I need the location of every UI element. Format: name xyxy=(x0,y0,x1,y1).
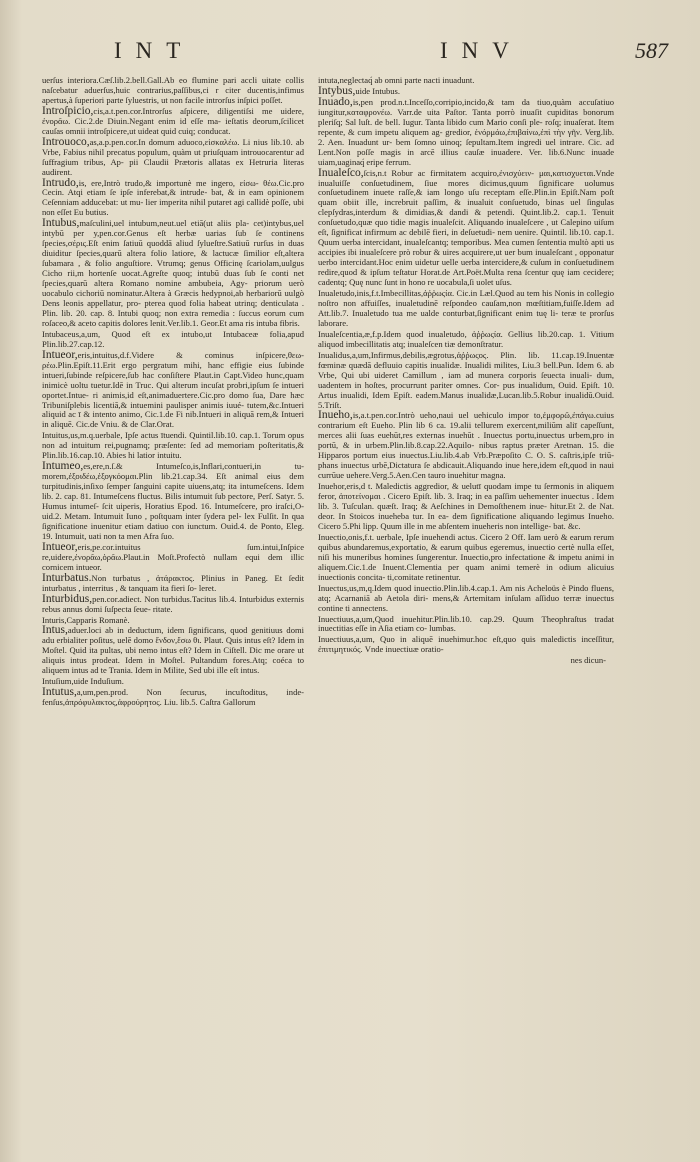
entry-text: eris,pe.cor.intuitus ſum.intui,Inſpice re,uidere,ἐνορᾶω,ὁρᾶω.Plaut.in Moſt.Profectò nullam equi dem illic cornicem intueor. xyxy=(42,541,304,572)
entry-headword: Inturbidus, xyxy=(42,592,93,605)
dictionary-entry xyxy=(42,571,304,594)
entry-text: cis,a.t.pen.cor.Introrſus aſpicere, diligentiſsi me uidere, ἐνορᾶω. Cic.2.de Diuin.Negant enim id eſſe ma- ieſtatis deorum,ſcilicet cauſas omnii introſpicere,ut uideat quid cuiq; conducat. xyxy=(42,105,304,136)
entry-text: is,pen prod.n.t.Inceſſo,corripio,incido,& tam da tiuo,quàm accuſatiuo iungitur,καταφρονέω. Varr.de uita Paſtor. Tanta porrò inuaſit cupiditas bonorum pleriſq; Sal luſt. de bell. Iugur. Tanta libido cum Mario conſi ple- roſq; inuaſerat. Item repente, & cum impetu aliquem ag- gredior, ἐνόρμάω,ἐπιβαίνω,ἐπὶ τὴν γῆν. Verg.lib. 2. Aen. Inuadunt ur- bem ſomno uinoq; ſepultam.Item ingredi uel intrare. Cic. ad Lent.Non poſſe magis in arcē illius cauſæ inuadere. Ver. lib.6.Nunc inuade uiam,uaginaq́ eripe ferrum. xyxy=(318,96,614,167)
dictionary-entry xyxy=(42,330,304,350)
dictionary-entry xyxy=(42,592,304,615)
dictionary-entry xyxy=(318,533,614,583)
entry-headword: Inualeſco, xyxy=(318,166,364,179)
entry-headword: Intybus, xyxy=(318,84,356,97)
entry-text: Inualeſcentia,æ,f.p.Idem quod inualetudo, ἀῤῥωςία. Gellius lib.20.cap. 1. Vitium aliquod imbecillitatis atq; inualeſcen tiæ demonſtratur. xyxy=(318,328,614,349)
entry-text: es,ere,n.ſ.& Intumeſco,is,Inflari,contueri,in tu- morem,ἐξοιδέω,ἐξογκόομαι.Plin lib.21.cap.34. Eſt animal eius dem turpitudinis,inſixo ſemper ſanguini capite uiuens,atq; ita intumeſcens. Idem lib. 2. cap. 81. Intumeſcens fluctus. Bilis intumuit ſub pectore, Perſ. Satyr. 5. Humus intumeſ- ſcit uiperis, Horatius Epod. 16. Intumeſcere, pro iraſci,O- uid.2. Metam. Intumuit Iuno , poſtquam inter ſydera pel- lex Fulſit. In qua ſignificatione inuenitur etiam datiuo con iunctum. Ouid.4. de Ponto, Eleg. 19. Intumuit, uati non ta men Afra ſuo. xyxy=(42,461,304,541)
dictionary-entry xyxy=(42,616,304,626)
entry-headword: Inueho, xyxy=(318,409,353,422)
dictionary-entry xyxy=(318,84,614,97)
entry-text: Inuectiuus,a,um,Quod inuehitur.Plin.lib.10. cap.29. Quum Theophraſtus tradat inuectitias eſſe in Aſia etiam co- lumbas. xyxy=(318,613,614,634)
dictionary-entry xyxy=(42,76,304,106)
entry-headword: Introſpicio, xyxy=(42,104,94,117)
entry-text: Inualetudo,inis,f.t.Imbecillitas,ἀῤῥωςία. Cic.in Læl.Quod au tem his Nonis in collegio noſtro non affuiſſes, inualetudinē reſpondeo cauſam,non mœſtitiam,fuiſſe.Idem ad Att.lib.7. Inualetudo tua me ualde conturbat,ſignificant enim tuę li- teræ te prorſus laborare. xyxy=(318,288,614,328)
dictionary-entry xyxy=(42,677,304,687)
running-header xyxy=(42,36,682,76)
dictionary-entry xyxy=(42,462,304,542)
entry-text: Inuectiuus,a,um, Quo in aliquē inuehimur.hoc eſt,quo quis maledictis inceſſitur, ἐπιτιμητικός. Vnde inuectiuæ oratio- xyxy=(318,634,614,655)
dictionary-entry xyxy=(42,176,304,219)
entry-text: ſcis,n.t Robur ac firmitatem acquiro,ἐνισχύειν- μαι,κατισχυεται.Vnde inualuiſſe conſuetudinem, ſiue mores dicimus,quum ſignificare uolumus conſuetudinem inuete raſſe,& iam longo uſu receptam eſſe.Plin.in Epiſt.Nam poſt quam obiit ille, increbruit paſſim, & inualuit conſuetudo, binas uel ſingulas clepſydras,interdum & dimidias,& dandi & petendi. Quint.lib.2. cap.1. Tenuit conſuetudo,quæ quo tidie magis inualeſcit. Aliquando inualeſcere , ut Calepino uiſum eſt, ſignificat infirmum ac debilē fieri, in deſuetudi- nem uenire. Quintil. lib.10. cap.1. Quum uerba intercidant, inualeſcantq; temporibus. Mea cumen ſententia multò apti us accipies ibi inualeſcere prò robur & uires acquirere,ut uer bum inualeſcant , opponatur uerbo intercidant.Hoc enim uidetur uelle uerba intercidere,& cuſum in conſuetudinem redire,quod & ipſum teſtatur Horat.de Art.Poët.Multa rena ſcentur quę iam cecidere; cadentq; Quę nunc ſunt in hono re uocabula,ſi uolet uſus. xyxy=(318,167,614,288)
dictionary-entry xyxy=(318,411,614,481)
entry-headword: Intutus, xyxy=(42,686,77,699)
entry-text: pen.cor.adiect. Non turbidus.Tacitus lib.4. Inturbidus externis rebus annus domi ſuſpecta ſeue- ritate. xyxy=(42,593,304,614)
dictionary-entry xyxy=(318,656,606,666)
entry-headword: Intrudo, xyxy=(42,176,79,189)
entry-text: Inualidus,a,um,Infirmus,debilis,ægrotus,ἀῤῥωςος. Plin. lib. 11.cap.19.Inuentæ fœminæ quædā defluuio capitis inualidæ. Inualidi milites, Liu.3 bell.Pun. Idem 6. ab Vrbe, Qui ubi uideret Camillum , iam ad munera corporis ſeuecta inuali- dum, uadentem in hoſtes, procurrunt pariter omnes. Cor- pus inualidum, Ouid. Epiſt. 10. Artus inualidi, Idem Epiſt. eadem.Manus inualidæ,Lucan.lib.5.Robur inualidū.Ouid. 5.Triſt. xyxy=(318,349,614,410)
left-column xyxy=(42,76,304,709)
dictionary-entry xyxy=(318,166,614,288)
dictionary-entry xyxy=(318,635,614,655)
entry-text: Inturis,Capparis Romanè. xyxy=(42,614,130,625)
entry-text: a,um,pen.prod. Non ſecurus, incuſtoditus, inde- fenſus,ἀπρόφυλακτος,ἀφρούρητος. Liu. lib.5. Caſtra Gallorum xyxy=(42,687,304,708)
dictionary-entry xyxy=(42,688,304,708)
dictionary-entry xyxy=(318,76,614,86)
header-right-word: INV xyxy=(440,38,523,63)
dictionary-entry xyxy=(318,289,614,329)
entry-text: is, ere,Intrò trudo,& importunè me ingero, εἰσω- θέω.Cic.pro Cecin. Atqi etiam ſe ipſe inferebat,& intrude- bat, & in eam opinionem Ceſenniam adducebat: ut mu- lier imperita nihil putaret agi callidè poſſe, ubi non eſſet Eu butius. xyxy=(42,177,304,218)
entry-headword: Intus, xyxy=(42,624,68,637)
entry-text: is,a.t.pen.cor.Intrò ueho,naui uel uehiculo impor to,ἐμφορῶ,ἐπάγω.cuius contrarium eſt Eueho. Plin lib 6 ca. 19.alii tellurem exercent,miliūm aliī capeſſunt, merces alii ſuas euehūt,res externas inuehūt . Inuectus portu,inuectus urbem,pro in portū, & in urbem.Plin.lib.8.cap.22.Aquilo- nibus raptus præter Aretnan. 15. die Hipparos portum eius inuectus.Liu.lib.4.ab Vrb.Præpoſito C. O. S. caſtris,ipſe triū- phans inuectus urbē,Dictatura ſe abdicauit.Aliquando inue here,idem eſt,quod in naui currūue uehere.Verg.5.Aen.Cen tauro inuehitur magna. xyxy=(318,410,614,481)
entry-headword: Intueor, xyxy=(42,348,78,361)
entry-text: uerſus interiora.Cæſ.lib.2.bell.Gall.Ab eo flumine pari accli uitate collis naſcebatur aduerſus,huic contrarius,paſſibus,ci r citer ducentis,infimus apertus,à ſuperiori parte ſyluestris, ut non facile introrſus inſpici poſſet. xyxy=(42,75,304,105)
entry-text: nes dicun- xyxy=(570,655,606,666)
entry-headword: Inturbatus. xyxy=(42,571,92,584)
right-column xyxy=(318,76,614,709)
entry-text: as,a.p.pen.cor.In domum aduoco,εἰσκαλέω. Li nius lib.10. ab Vrbe, Fabius nihil precatus populum, quàm ut priuſquam introuocarentur ad ſuffragium tribus, Ap- pii Claudii Prætoris allatas ex Hetruria literas audirent. xyxy=(42,136,304,177)
dictionary-entry xyxy=(42,626,304,676)
entry-headword: Intubus, xyxy=(42,217,80,230)
dictionary-entry xyxy=(318,330,614,350)
entry-headword: Introuoco, xyxy=(42,135,90,148)
dictionary-entry xyxy=(318,615,614,635)
dictionary-entry xyxy=(42,219,304,328)
header-left-word: INT xyxy=(114,38,195,63)
entry-text: Inuectus,us,m,q.Idem quod inuectio.Plin.lib.4.cap.1. Am nis Acheloüs è Pindo fluens, atq; Acarnaniā ab Aetola diri- mens,& Artemitam inſulam aſſiduo terræ inuectus contine ti annectens. xyxy=(318,582,614,613)
dictionary-entry xyxy=(42,135,304,178)
entry-text: Intuſium,uide Induſium. xyxy=(42,676,124,687)
dictionary-entry xyxy=(42,431,304,461)
entry-text: aduer.loci ab in deductum, idem ſignificans, quod genitiuus domi adu erbialiter poſitus, uelē domo ἔνδον,ἔσω θι. Plaut. Quis intus eſt? Idem in Moſtel. Quid ita pultas, ubi nemo intus eſt? Idem in Ciſtell. Dic me orare ut aliquis intus prodeat. Idem in Moſtel. Pultandum fores.Atq; coéca to aliquem intus ad te Trania. Idem in Milite, Sed ubi ille eſt intus. xyxy=(42,625,304,676)
dictionary-entry xyxy=(318,584,614,614)
dictionary-entry xyxy=(42,348,304,431)
entry-headword: Inuado, xyxy=(318,95,353,108)
entry-text: Non turbatus , ἀτάρακτος. Plinius in Paneg. Et ſedit inturbatus , interritus , & tanquam ita fieri ſo- leret. xyxy=(42,572,304,593)
dictionary-entry xyxy=(318,95,614,168)
entry-text: eris,intuitus,d.f.Videre & cominus inſpicere,θεω- ρέω.Plin.Epiſt.11.Erit ergo pergratum mihi, hanc effigie eius ſubinde intueri,ſubinde reſpicere,ſub hac conſiſtere Plaut.in Capt.Video hunc,quam inimicè uoltu tuetur.Idē in Truc. Qui alterum incuſat probri,ipſum ſe intueri oportet.Intue- ri animis,id eſt,animaduertere.Cic.pro domo ſua, Dare hæc Tribuniſplebis licentiā,& intuemini paulisper animis iuué- tutem,&c.Intueri aliquid ac ī & intento animo, Cic.1.de Fi nib.Intueri in aliquā rem,& Intueri in aliquē. Cic.de Vniu. & de Clar.Orat. xyxy=(42,349,304,430)
entry-headword: Intumeo, xyxy=(42,460,84,473)
entry-text: Intubaceus,a,um, Quod eſt ex intubo,ut Intubaceæ folia,apud Plin.lib.27.cap.12. xyxy=(42,328,304,349)
dictionary-entry xyxy=(318,482,614,532)
entry-text: intuta,neglectaq́ ab omni parte nacti inuadunt. xyxy=(318,75,475,85)
entry-headword: Intueor, xyxy=(42,540,78,553)
entry-text: Inuehor,eris,d t. Maledictis aggredior, & uelutī quodam impe tu ſermonis in aliquem feror, ἀποτείνομαι . Cicero Epiſt. lib. 3. Iraq; in ea paſſim uehementer inuectus . Idem lib. 3. Tuſculan. quæſt. Iraq; & Aeſchines in Demoſthenem inue- hitur.Et 2. de Nat. deor. In Stoicos inueheba tur. In ea- dem ſignificatione aliquando legimus Inueho. Cicero 5.Phi lipp. Quum ille in me abſentem inueheris non intellige- bat. &c. xyxy=(318,481,614,531)
entry-text: maſculini,uel intubum,neut.uel etiā(ut aliis pla- cet)intybus,uel intybū per y,pen.cor.Genus eſt herbæ uarias ſub ſe continens ſpecies,σέρις.Eſt enim ſatiuū quoddā aliud ſylueſtre.Satiuū rurſus in duas diuiditur ſpecies,quarū altera folio latiore, & lactucæ ſimilior eſt,altera ſubamara , & folio anguſtiore. Vtrumq; genus Officinę ſcariolam,uulgus Cicho rii,m hortenſe uocat.Agreſte quoq; intubū duas ſub ſe conti net ſpecies,quarū altera Romano nomine ambubeia, Agy- priorum uerò uocabulo cichoriū nominatur.Altera à Græcis hedypnoi,ab herbariorū uulgò Dens leonis appellatur, pro- pterea quod folia habeat utrinq; denticulata . Plin. lib. 20. cap. 8. Intubi quoq; non extra remedia : ſuccus eorum cum roſaceo,& aceto capitis dolores lenit.Ver.lib.1. Geor.Et ama ris intuba fibris. xyxy=(42,218,304,328)
entry-text: Inuectio,onis,f.t. uerbale, Ipſe inuehendi actus. Cicero 2 Off. Iam uerò & earum rerum quibus abundaremus,exportatio, & earum quibus egeremus, inuectio certè nulla eſſet, niſi his muneribus homines ſungerentur. Inuectio,pro infectatione & impetu animi in aliquem.Cic.1.de Inuent.Clementia per quam animi temerè in odium alicuius inuectionis concita- ti,comitate retinentur. xyxy=(318,531,614,582)
entry-text: uide Intubus. xyxy=(355,85,401,96)
entry-text: Intuitus,us,m.q.uerbale, Ipſe actus ītuendi. Quintil.lib.10. cap.1. Torum opus non ad intuitum rei,pugnamq; præſente: ſed ad memoriam poſteritatis,& Plin.lib.16.cap.10. Abies hi latior intuitu. xyxy=(42,430,304,461)
dictionary-entry xyxy=(42,540,304,573)
page-number: 587 xyxy=(635,38,668,63)
dictionary-entry xyxy=(318,351,614,411)
dictionary-entry xyxy=(42,104,304,137)
